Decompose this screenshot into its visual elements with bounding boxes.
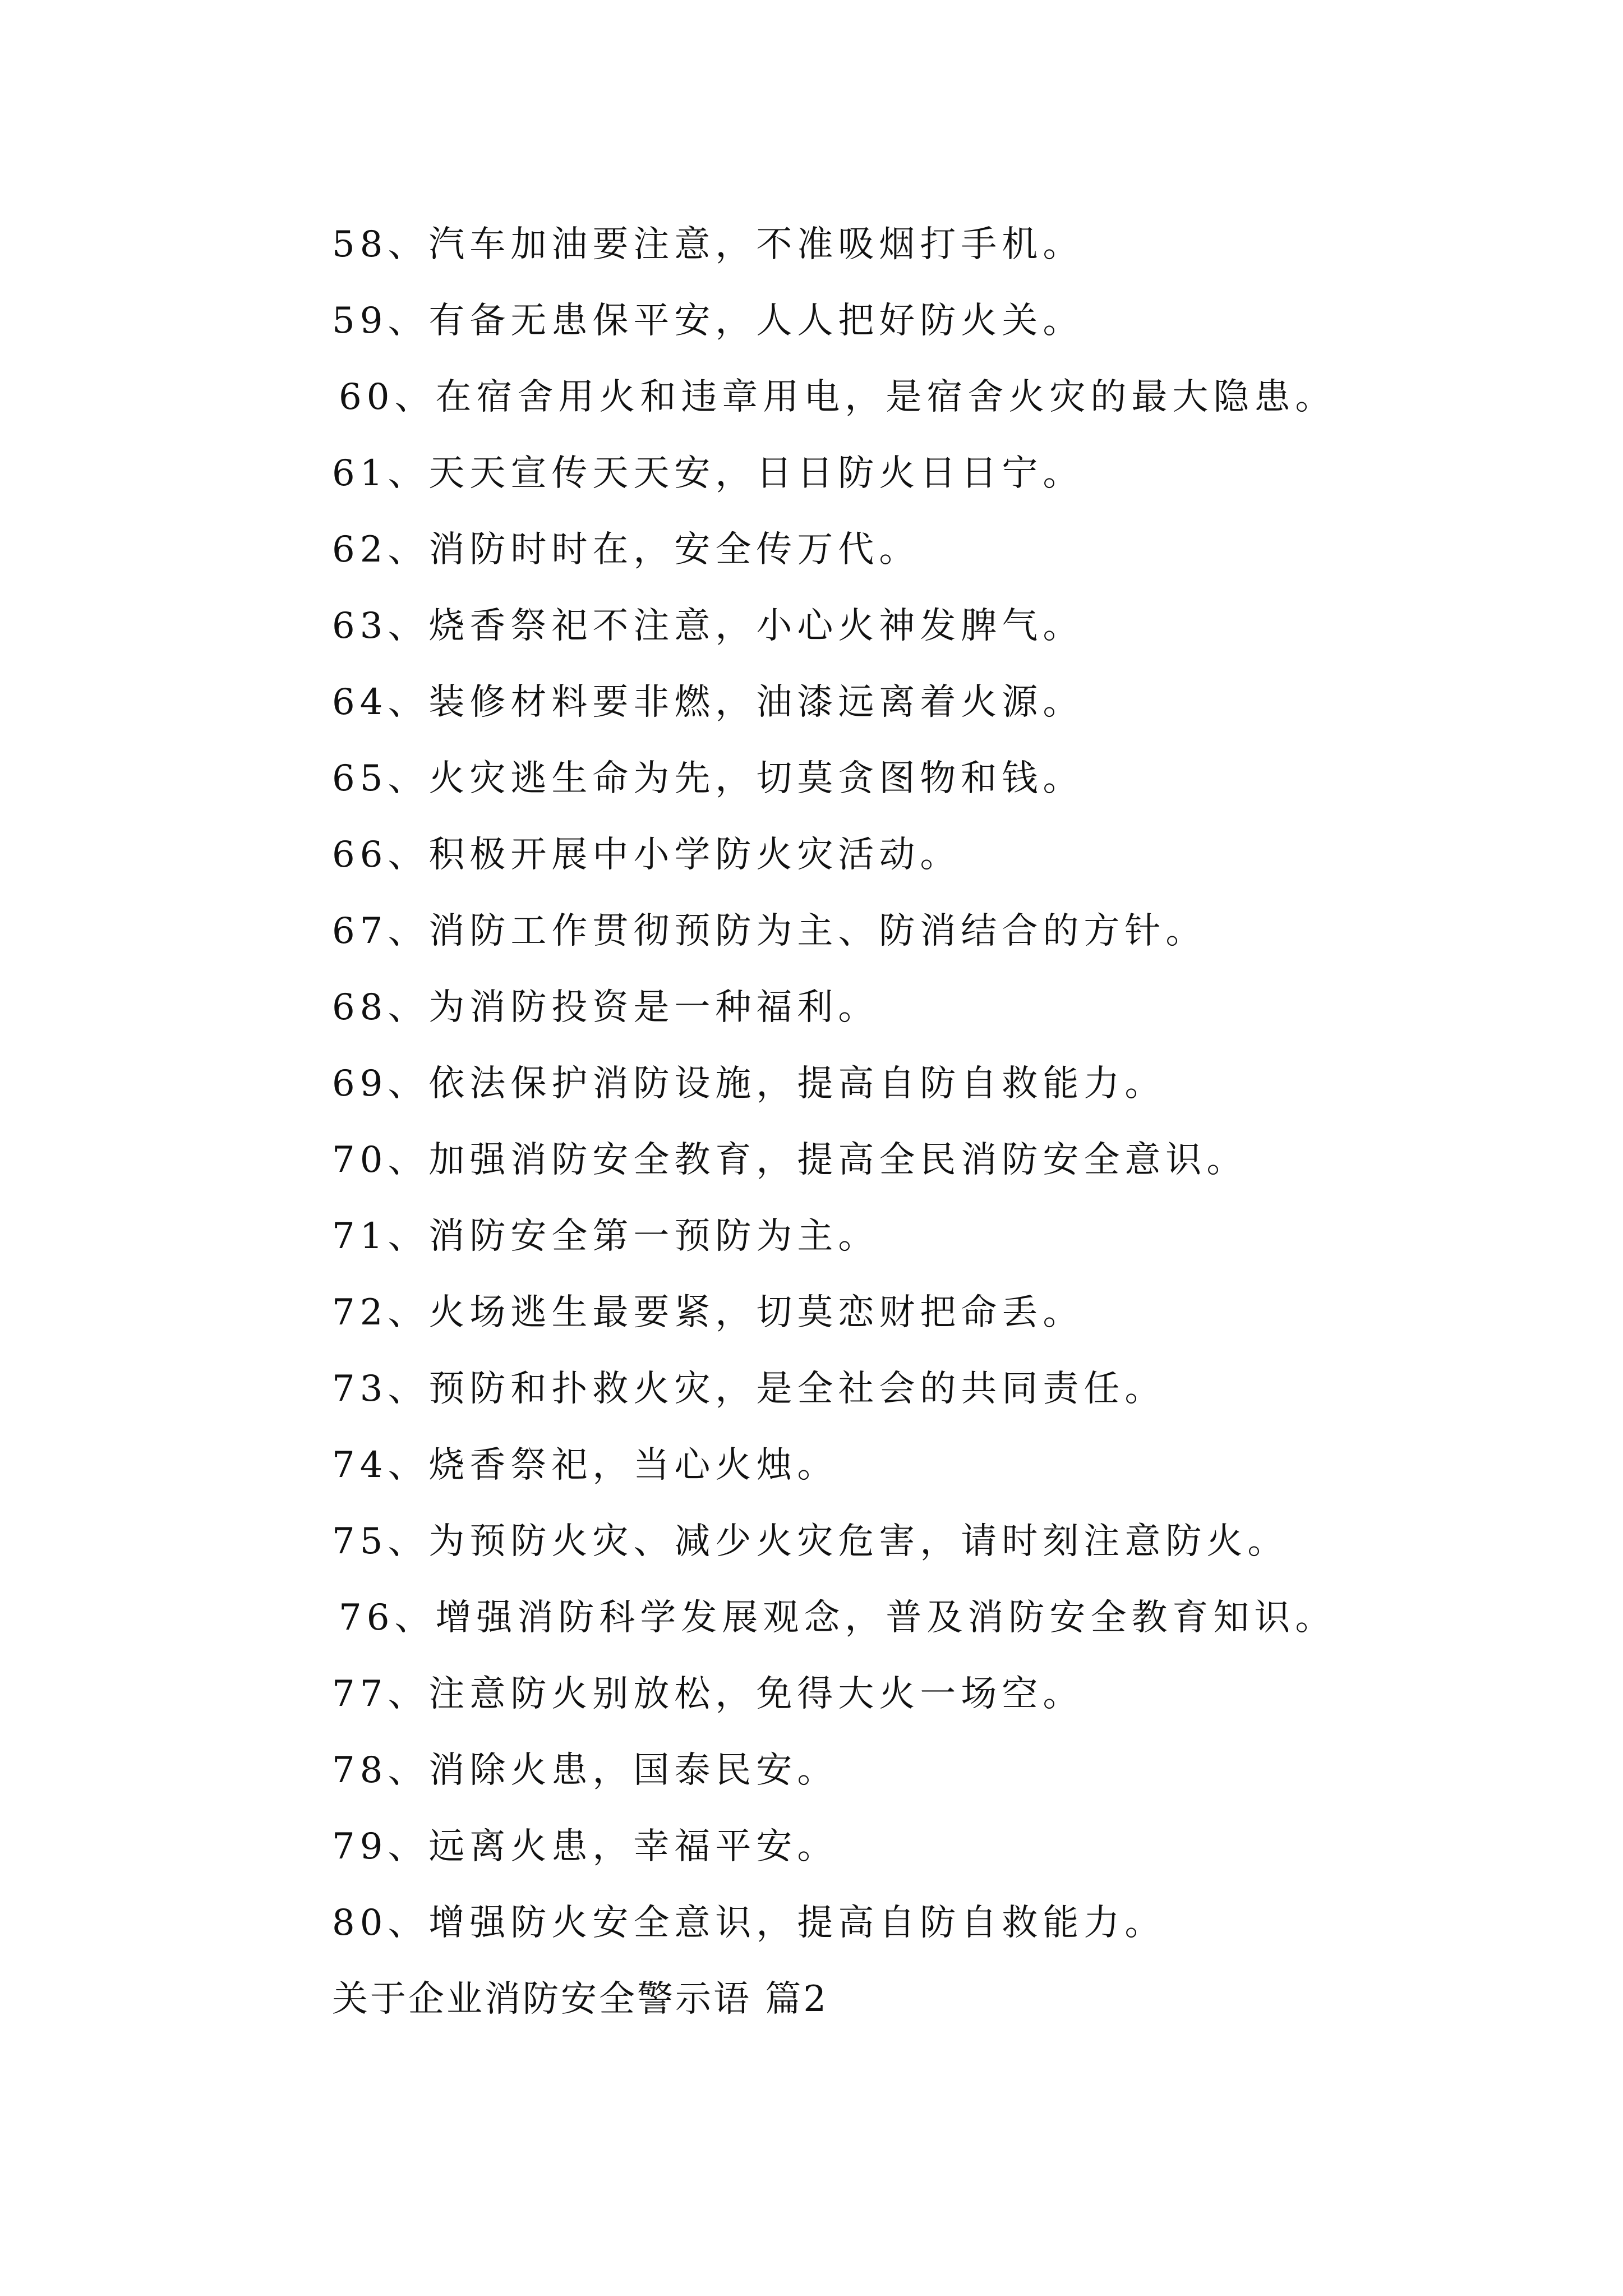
list-item: 60、在宿舍用火和违章用电，是宿舍火灾的最大隐患。 <box>339 376 1336 418</box>
list-item: 77、注意防火别放松，免得大火一场空。 <box>332 1673 1084 1715</box>
list-item: 76、增强消防科学发展观念，普及消防安全教育知识。 <box>339 1597 1336 1639</box>
list-item: 59、有备无患保平安，人人把好防火关。 <box>332 300 1084 342</box>
list-item: 75、为预防火灾、减少火灾危害，请时刻注意防火。 <box>332 1521 1289 1562</box>
list-item: 64、装修材料要非燃，油漆远离着火源。 <box>332 682 1084 723</box>
list-item: 63、烧香祭祀不注意，小心火神发脾气。 <box>332 605 1084 647</box>
list-item: 65、火灾逃生命为先，切莫贪图物和钱。 <box>332 758 1084 799</box>
list-item: 61、天天宣传天天安，日日防火日日宁。 <box>332 453 1084 494</box>
list-item: 79、远离火患，幸福平安。 <box>332 1826 838 1867</box>
list-item: 67、消防工作贯彻预防为主、防消结合的方针。 <box>332 910 1207 952</box>
slogan-list <box>332 206 1532 2037</box>
list-item: 72、火场逃生最要紧，切莫恋财把命丢。 <box>332 1292 1084 1333</box>
list-item: 78、消除火患，国泰民安。 <box>332 1750 838 1791</box>
section-heading: 关于企业消防安全警示语 篇2 <box>332 1978 829 2020</box>
list-item: 74、烧香祭祀，当心火烛。 <box>332 1444 838 1486</box>
list-item: 58、汽车加油要注意，不准吸烟打手机。 <box>332 224 1084 265</box>
list-item: 69、依法保护消防设施，提高自防自救能力。 <box>332 1063 1166 1105</box>
list-item: 70、加强消防安全教育，提高全民消防安全意识。 <box>332 1139 1248 1181</box>
list-item: 68、为消防投资是一种福利。 <box>332 987 879 1028</box>
list-item: 62、消防时时在，安全传万代。 <box>332 529 920 570</box>
list-item: 80、增强防火安全意识，提高自防自救能力。 <box>332 1902 1166 1944</box>
list-item: 66、积极开展中小学防火灾活动。 <box>332 834 961 876</box>
list-item: 73、预防和扑救火灾，是全社会的共同责任。 <box>332 1368 1166 1410</box>
list-item: 71、消防安全第一预防为主。 <box>332 1216 879 1257</box>
